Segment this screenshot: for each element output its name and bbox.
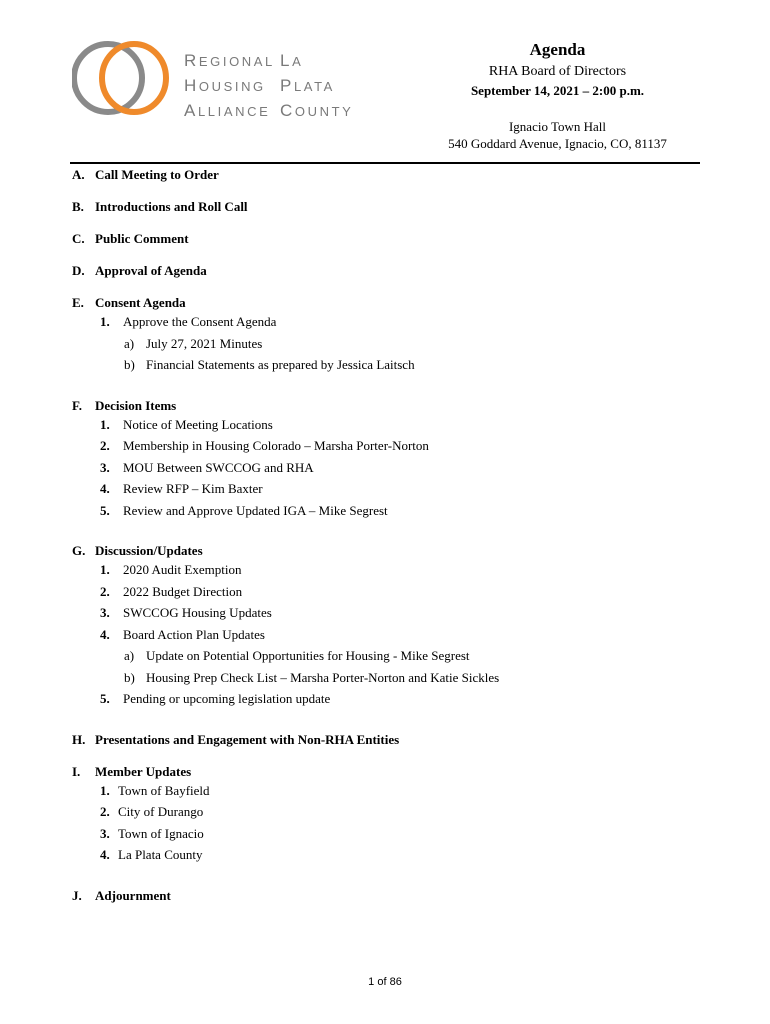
item-number: 1. <box>100 314 110 329</box>
section-letter: I. <box>72 763 81 779</box>
agenda-section <box>72 887 692 904</box>
subitem-text: July 27, 2021 Minutes <box>146 335 263 351</box>
agenda-section <box>72 198 692 215</box>
section-letter: G. <box>72 543 86 558</box>
section-heading <box>72 230 692 247</box>
agenda-subitem <box>72 667 692 689</box>
subitem-letter: a) <box>124 335 135 351</box>
item-text: Notice of Meeting Locations <box>123 416 273 432</box>
agenda-item <box>72 435 692 457</box>
logo-row: ALLIANCE COUNTY <box>184 101 354 120</box>
item-text: SWCCOG Housing Updates <box>123 605 272 620</box>
section-title: Introductions and Roll Call <box>95 199 248 214</box>
rha-logo <box>72 40 352 120</box>
section-letter: D. <box>72 263 85 278</box>
agenda-list <box>72 164 692 904</box>
subitem-letter: a) <box>124 648 135 663</box>
section-title: Call Meeting to Order <box>95 167 219 182</box>
section-title: Discussion/Updates <box>95 543 203 558</box>
section-heading <box>72 731 692 748</box>
agenda-item <box>72 478 692 500</box>
item-number: 3. <box>100 605 110 620</box>
agenda-item <box>72 780 692 802</box>
item-text: La Plata County <box>118 847 203 862</box>
page-title: Agenda <box>529 40 586 59</box>
agenda-subitem <box>72 333 692 355</box>
item-text: Board Action Plan Updates <box>123 626 265 642</box>
agenda-subitem <box>72 645 692 667</box>
item-text: 2020 Audit Exemption <box>123 562 242 577</box>
agenda-item <box>72 602 692 624</box>
agenda-item <box>72 688 692 710</box>
section-heading <box>72 262 692 279</box>
section-heading <box>72 397 692 414</box>
agenda-item <box>72 823 692 845</box>
item-text: Membership in Housing Colorado – Marsha Porter-Norton <box>123 438 429 453</box>
meeting-location: Ignacio Town Hall <box>508 119 607 134</box>
agenda-section <box>72 294 692 376</box>
subitem-text: Housing Prep Check List – Marsha Porter-Norton and Katie Sickles <box>146 669 500 685</box>
agenda-section <box>72 542 692 710</box>
item-text: 2022 Budget Direction <box>123 583 243 599</box>
section-title: Approval of Agenda <box>95 263 207 278</box>
section-letter: H. <box>72 731 86 747</box>
item-number: 4. <box>100 481 110 496</box>
meeting-address: 540 Goddard Avenue, Ignacio, CO, 81137 <box>448 136 667 151</box>
item-text: Town of Ignacio <box>118 825 204 841</box>
section-title: Member Updates <box>95 763 192 779</box>
item-number: 1. <box>100 416 110 432</box>
section-letter: B. <box>72 199 84 214</box>
logo-wordmark <box>184 49 353 124</box>
agenda-section <box>72 230 692 247</box>
section-heading <box>72 198 692 215</box>
agenda-item <box>72 414 692 436</box>
item-text: Review and Approve Updated IGA – Mike Segrest <box>123 502 388 518</box>
meeting-datetime: September 14, 2021 – 2:00 p.m. <box>470 83 645 98</box>
section-letter: C. <box>72 231 85 246</box>
item-number: 3. <box>100 825 110 841</box>
agenda-section <box>72 397 692 522</box>
item-number: 1. <box>100 562 110 577</box>
agenda-item <box>72 844 692 866</box>
section-letter: E. <box>72 295 84 310</box>
agenda-item <box>72 559 692 581</box>
section-heading <box>72 166 692 183</box>
agenda-section <box>72 763 692 866</box>
item-text: Town of Bayfield <box>118 782 210 798</box>
item-number: 1. <box>100 782 110 798</box>
section-title: Consent Agenda <box>95 295 186 310</box>
section-letter: F. <box>72 397 82 413</box>
section-title: Adjournment <box>95 887 171 903</box>
agenda-item <box>72 801 692 823</box>
agenda-item <box>72 457 692 479</box>
item-number: 4. <box>100 626 110 642</box>
section-letter: A. <box>72 167 85 182</box>
board-name: RHA Board of Directors <box>488 64 627 79</box>
item-text: Review RFP – Kim Baxter <box>123 481 263 496</box>
item-number: 5. <box>100 691 110 706</box>
item-number: 2. <box>100 583 110 599</box>
section-heading <box>72 294 692 311</box>
agenda-section <box>72 731 692 748</box>
item-text: MOU Between SWCCOG and RHA <box>123 459 314 475</box>
item-text: City of Durango <box>118 804 204 819</box>
subitem-letter: b) <box>124 357 135 372</box>
item-number: 2. <box>100 438 110 453</box>
item-number: 5. <box>100 502 110 518</box>
item-number: 4. <box>100 847 110 862</box>
section-heading <box>72 542 692 559</box>
agenda-item <box>72 624 692 646</box>
item-number: 3. <box>100 459 110 475</box>
subitem-text: Update on Potential Opportunities for Housing - Mike Segrest <box>146 648 470 663</box>
logo-row: REGIONAL LA <box>184 51 304 70</box>
item-text: Approve the Consent Agenda <box>123 314 277 329</box>
section-heading <box>72 763 692 780</box>
agenda-section <box>72 166 692 183</box>
logo-row: HOUSING PLATA <box>184 76 335 95</box>
agenda-item <box>72 500 692 522</box>
agenda-section <box>72 262 692 279</box>
section-letter: J. <box>72 887 82 903</box>
section-heading <box>72 887 692 904</box>
logo-rings-icon <box>72 40 182 120</box>
subitem-text: Financial Statements as prepared by Jessica Laitsch <box>146 357 415 372</box>
agenda-item <box>72 311 692 333</box>
agenda-subitem <box>72 354 692 376</box>
item-number: 2. <box>100 804 110 819</box>
section-title: Decision Items <box>95 397 177 413</box>
agenda-item <box>72 581 692 603</box>
subitem-letter: b) <box>124 669 135 685</box>
section-title: Public Comment <box>95 231 189 246</box>
page-number: 1 of 86 <box>368 976 402 988</box>
section-title: Presentations and Engagement with Non-RHA Entities <box>95 731 400 747</box>
item-text: Pending or upcoming legislation update <box>123 691 331 706</box>
